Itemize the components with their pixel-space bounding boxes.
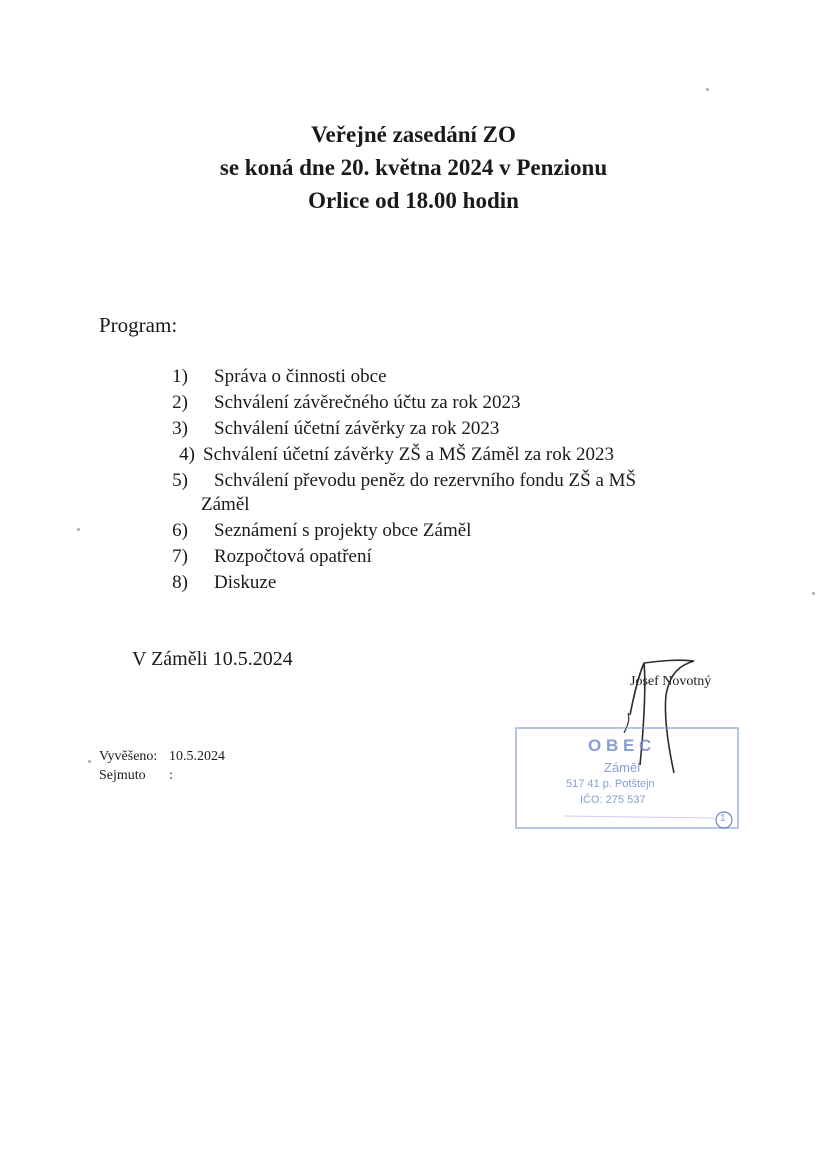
agenda-text: Schválení účetní závěrky za rok 2023 <box>214 418 500 439</box>
title-line-1: Veřejné zasedání ZO <box>311 122 516 147</box>
agenda-item <box>0 520 827 546</box>
stamp-line-2: Záměl <box>604 760 641 775</box>
place-date: V Záměli 10.5.2024 <box>132 648 293 670</box>
agenda-number: 1) <box>172 366 188 387</box>
scan-speck <box>88 760 91 763</box>
agenda-item <box>0 470 827 515</box>
scan-speck <box>706 88 709 91</box>
scan-speck <box>77 528 80 531</box>
agenda-item <box>0 418 827 444</box>
agenda-number: 5) <box>172 470 188 491</box>
agenda-item <box>0 392 827 418</box>
stamp-mark: 1 <box>720 813 726 824</box>
posted-date: 10.5.2024 <box>169 749 225 764</box>
removed-label: Sejmuto <box>99 768 146 783</box>
posted-label: Vyvěšeno: <box>99 749 158 764</box>
stamp-line-3: 517 41 p. Potštejn <box>566 778 655 790</box>
removed-value: : <box>169 768 173 783</box>
removed-row <box>99 768 173 784</box>
agenda-number: 3) <box>172 418 188 439</box>
agenda-text: Schválení převodu peněz do rezervního fondu ZŠ a MŠ <box>214 470 637 491</box>
page-title <box>0 118 827 217</box>
agenda-text: Správa o činnosti obce <box>214 366 387 387</box>
agenda-text: Schválení účetní závěrky ZŠ a MŠ Záměl za rok 2023 <box>203 444 615 465</box>
agenda-item <box>0 546 827 572</box>
agenda-number: 2) <box>172 392 188 413</box>
agenda-item <box>0 572 827 598</box>
agenda-number: 8) <box>172 572 188 593</box>
agenda-text-continuation: Záměl <box>201 494 250 515</box>
title-line-2: se koná dne 20. května 2024 v Penzionu <box>219 155 608 180</box>
stamp-line-1: O B E C <box>588 736 652 755</box>
agenda-number: 6) <box>172 520 188 541</box>
signatory-name: Josef Novotný <box>630 674 712 689</box>
agenda-item <box>0 366 827 392</box>
agenda-text: Rozpočtová opatření <box>214 546 372 567</box>
title-line-3: Orlice od 18.00 hodin <box>308 188 519 213</box>
agenda-text: Schválení závěrečného účtu za rok 2023 <box>214 392 521 413</box>
program-label: Program: <box>99 313 178 337</box>
agenda-number: 7) <box>172 546 188 567</box>
agenda-text: Seznámení s projekty obce Záměl <box>214 520 472 541</box>
agenda-item <box>0 444 827 470</box>
agenda-number: 4) <box>179 444 195 465</box>
scan-speck <box>812 592 815 595</box>
stamp-line-4: IČO: 275 537 <box>580 794 646 806</box>
posted-row <box>99 749 225 765</box>
official-stamp <box>514 726 740 830</box>
agenda-text: Diskuze <box>214 572 277 593</box>
